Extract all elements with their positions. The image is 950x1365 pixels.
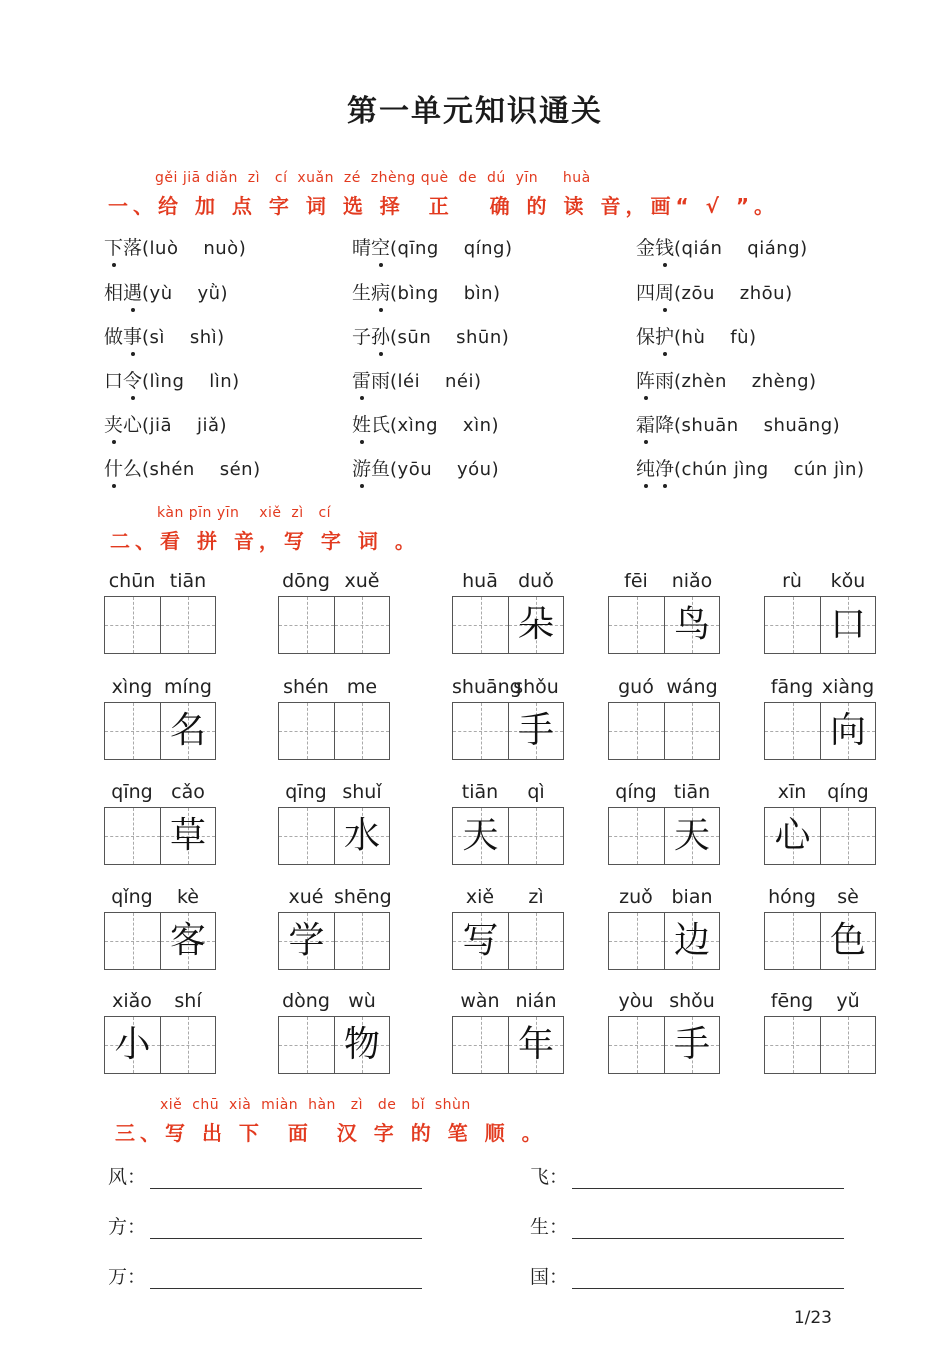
write-box[interactable] <box>160 1017 215 1073</box>
write-box[interactable] <box>105 913 160 969</box>
pronunciation-item[interactable] <box>636 454 865 481</box>
word-char: 钱 <box>655 233 674 260</box>
pinyin-row <box>104 781 216 807</box>
tianzi-grid <box>452 1016 564 1074</box>
pinyin-row <box>278 676 390 702</box>
write-box[interactable] <box>279 913 334 969</box>
word-char: 相 <box>104 282 124 304</box>
pinyin-syllable: cǎo <box>171 781 205 803</box>
word-char: 遇 <box>123 278 142 305</box>
word-char: 么 <box>123 458 143 480</box>
pinyin-options: (chún jìng cún jìn) <box>674 459 865 480</box>
tianzi-grid <box>608 702 720 760</box>
tianzi-grid <box>764 1016 876 1074</box>
pinyin-syllable: qíng <box>615 781 657 803</box>
write-box[interactable] <box>664 913 719 969</box>
given-char: 草 <box>169 815 206 856</box>
pinyin-syllable: qīng <box>111 781 153 803</box>
given-char: 手 <box>517 710 554 751</box>
tianzi-grid <box>608 912 720 970</box>
pinyin-syllable: duǒ <box>518 570 554 592</box>
given-char: 客 <box>169 920 206 961</box>
pinyin-row <box>104 676 216 702</box>
pinyin-write-cell <box>104 781 216 865</box>
stroke-char-label: 生： <box>530 1216 569 1238</box>
word-char: 降 <box>655 414 675 436</box>
write-box[interactable] <box>279 703 334 759</box>
pinyin-row <box>764 990 876 1016</box>
write-box[interactable] <box>609 597 664 653</box>
pronunciation-item[interactable] <box>104 233 246 260</box>
tianzi-grid <box>452 702 564 760</box>
tianzi-grid <box>608 807 720 865</box>
pinyin-syllable: qīng <box>285 781 327 803</box>
pinyin-syllable: huā <box>462 570 498 592</box>
word-char: 阵 <box>636 366 655 393</box>
pinyin-syllable: shuāng <box>452 676 522 698</box>
word-char: 什 <box>104 454 123 481</box>
answer-line[interactable] <box>572 1168 844 1189</box>
pinyin-syllable: míng <box>164 676 212 698</box>
given-char: 天 <box>673 815 710 856</box>
write-box[interactable] <box>453 808 508 864</box>
pinyin-write-cell <box>104 990 216 1074</box>
pinyin-options: (xìng xìn) <box>390 415 500 436</box>
pinyin-row <box>608 676 720 702</box>
pinyin-row <box>764 781 876 807</box>
tianzi-grid <box>104 596 216 654</box>
write-box[interactable] <box>105 703 160 759</box>
write-box[interactable] <box>453 703 508 759</box>
given-char: 物 <box>343 1024 380 1065</box>
stroke-char-label: 国： <box>530 1266 569 1288</box>
pinyin-write-cell <box>764 990 876 1074</box>
pinyin-row <box>608 990 720 1016</box>
word-char: 生 <box>352 282 372 304</box>
write-box[interactable] <box>105 808 160 864</box>
pinyin-syllable: wàn <box>460 990 500 1012</box>
pronunciation-item[interactable] <box>636 410 840 437</box>
pinyin-syllable: xīn <box>777 781 807 803</box>
write-box[interactable] <box>160 597 215 653</box>
write-box[interactable] <box>820 808 875 864</box>
pinyin-write-cell <box>104 676 216 760</box>
word-char: 落 <box>123 237 143 259</box>
write-box[interactable] <box>820 703 875 759</box>
tianzi-grid <box>104 912 216 970</box>
write-box[interactable] <box>334 808 389 864</box>
word-char: 周 <box>655 278 674 305</box>
pinyin-syllable: niǎo <box>671 570 713 592</box>
write-box[interactable] <box>453 597 508 653</box>
pinyin-syllable: kǒu <box>830 570 866 592</box>
write-box[interactable] <box>609 808 664 864</box>
write-box[interactable] <box>334 597 389 653</box>
write-box[interactable] <box>664 808 719 864</box>
pronunciation-item[interactable] <box>104 366 240 393</box>
tianzi-grid <box>278 912 390 970</box>
pinyin-syllable: wù <box>348 990 376 1012</box>
word-char: 姓 <box>352 410 371 437</box>
pinyin-options: (sì shì) <box>142 327 225 348</box>
write-box[interactable] <box>105 1017 160 1073</box>
pinyin-syllable: hóng <box>768 886 816 908</box>
pinyin-syllable: dōng <box>282 570 330 592</box>
pinyin-options: (lìng lìn) <box>142 371 240 392</box>
write-box[interactable] <box>765 913 820 969</box>
pinyin-write-cell <box>278 990 390 1074</box>
word-char: 雨 <box>371 370 391 392</box>
word-char: 口 <box>104 370 124 392</box>
pinyin-syllable: fēi <box>624 570 648 592</box>
answer-line[interactable] <box>572 1268 844 1289</box>
write-box[interactable] <box>334 703 389 759</box>
pronunciation-item[interactable] <box>636 322 757 349</box>
section3-heading: 三、写 出 下 面 汉 字 的 笔 顺 。 <box>115 1121 547 1145</box>
pinyin-write-cell <box>452 676 564 760</box>
pinyin-write-cell <box>452 886 564 970</box>
given-char: 口 <box>829 604 866 645</box>
pinyin-options: (yù yǜ) <box>142 283 229 304</box>
given-char: 小 <box>114 1024 151 1065</box>
pinyin-syllable: rù <box>782 570 802 592</box>
pinyin-syllable: tiān <box>461 781 499 803</box>
pinyin-row <box>608 570 720 596</box>
pronunciation-item[interactable] <box>104 410 227 437</box>
answer-line[interactable] <box>572 1218 844 1239</box>
word-char: 空 <box>371 233 390 260</box>
word-char: 氏 <box>371 414 391 436</box>
pronunciation-item[interactable] <box>104 322 225 349</box>
stroke-char-label: 飞： <box>530 1166 569 1188</box>
word-char: 做 <box>104 326 124 348</box>
pinyin-row <box>452 990 564 1016</box>
pinyin-write-cell <box>278 676 390 760</box>
write-box[interactable] <box>765 597 820 653</box>
stroke-order-item <box>108 1262 422 1289</box>
pinyin-write-cell <box>452 781 564 865</box>
pinyin-syllable: xiàng <box>821 676 875 698</box>
word-char: 子 <box>352 326 372 348</box>
word-char: 金 <box>636 237 656 259</box>
pinyin-options: (luò nuò) <box>142 238 247 259</box>
tianzi-grid <box>764 912 876 970</box>
stroke-order-item <box>530 1162 844 1189</box>
word-char: 夹 <box>104 410 123 437</box>
write-box[interactable] <box>609 703 664 759</box>
given-char: 心 <box>774 815 811 856</box>
pinyin-options: (shuān shuāng) <box>674 415 841 436</box>
pinyin-syllable: kè <box>176 886 199 908</box>
word-char: 护 <box>655 322 674 349</box>
pinyin-row <box>764 570 876 596</box>
pinyin-write-cell <box>104 886 216 970</box>
stroke-order-item <box>530 1212 844 1239</box>
write-box[interactable] <box>765 1017 820 1073</box>
pinyin-row <box>608 781 720 807</box>
answer-line[interactable] <box>150 1168 422 1189</box>
write-box[interactable] <box>508 913 563 969</box>
pronunciation-item[interactable] <box>104 454 261 481</box>
pinyin-syllable: shí <box>174 990 202 1012</box>
write-box[interactable] <box>160 913 215 969</box>
tianzi-grid <box>764 702 876 760</box>
write-box[interactable] <box>105 597 160 653</box>
pinyin-syllable: zì <box>528 886 544 908</box>
pronunciation-item[interactable] <box>352 454 499 481</box>
write-box[interactable] <box>160 808 215 864</box>
pinyin-syllable: xiǎo <box>112 990 152 1012</box>
pinyin-syllable: qíng <box>827 781 869 803</box>
pinyin-options: (shén sén) <box>142 459 261 480</box>
write-box[interactable] <box>765 703 820 759</box>
tianzi-grid <box>278 596 390 654</box>
pinyin-row <box>452 570 564 596</box>
write-box[interactable] <box>820 597 875 653</box>
stroke-order-item <box>108 1162 422 1189</box>
pinyin-syllable: shén <box>283 676 329 698</box>
write-box[interactable] <box>160 703 215 759</box>
pronunciation-item[interactable] <box>352 278 501 305</box>
pinyin-syllable: tiān <box>169 570 207 592</box>
pinyin-row <box>104 886 216 912</box>
tianzi-grid <box>608 596 720 654</box>
write-box[interactable] <box>664 1017 719 1073</box>
pinyin-options: (sūn shūn) <box>390 327 510 348</box>
word-char: 下 <box>104 233 123 260</box>
pinyin-row <box>104 990 216 1016</box>
write-box[interactable] <box>279 597 334 653</box>
word-char: 事 <box>123 322 142 349</box>
given-char: 学 <box>288 920 325 961</box>
pinyin-syllable: me <box>346 676 378 698</box>
pinyin-syllable: xuě <box>344 570 380 592</box>
pinyin-syllable: nián <box>515 990 557 1012</box>
given-char: 边 <box>673 920 710 961</box>
tianzi-grid <box>608 1016 720 1074</box>
pinyin-syllable: qì <box>527 781 545 803</box>
pinyin-row <box>608 886 720 912</box>
stroke-char-label: 风： <box>108 1166 147 1188</box>
pinyin-syllable: fēng <box>770 990 814 1012</box>
pinyin-syllable: shǒu <box>513 676 559 698</box>
pinyin-syllable: fāng <box>770 676 814 698</box>
write-box[interactable] <box>334 1017 389 1073</box>
write-box[interactable] <box>820 913 875 969</box>
pinyin-row <box>452 676 564 702</box>
section3-pinyin: xiě chū xià miàn hàn zì de bǐ shùn <box>160 1097 471 1113</box>
section2-heading: 二、看 拼 音，写 字 词 。 <box>110 529 420 553</box>
word-char: 保 <box>636 326 656 348</box>
pinyin-write-cell <box>764 570 876 654</box>
word-char: 心 <box>123 414 143 436</box>
write-box[interactable] <box>609 1017 664 1073</box>
write-box[interactable] <box>609 913 664 969</box>
stroke-order-item <box>108 1212 422 1239</box>
given-char: 手 <box>673 1024 710 1065</box>
pinyin-options: (qīng qíng) <box>390 238 513 259</box>
pinyin-syllable: tiān <box>673 781 711 803</box>
pinyin-row <box>278 781 390 807</box>
stroke-order-item <box>530 1262 844 1289</box>
tianzi-grid <box>104 702 216 760</box>
pinyin-write-cell <box>452 990 564 1074</box>
pinyin-syllable: xué <box>288 886 324 908</box>
pinyin-row <box>452 886 564 912</box>
pinyin-options: (jiā jiǎ) <box>142 415 228 436</box>
pinyin-row <box>452 781 564 807</box>
pinyin-options: (zhèn zhèng) <box>674 371 817 392</box>
pinyin-row <box>104 570 216 596</box>
pinyin-write-cell <box>452 570 564 654</box>
word-char: 鱼 <box>371 458 391 480</box>
write-box[interactable] <box>453 1017 508 1073</box>
pinyin-row <box>764 676 876 702</box>
pinyin-write-cell <box>278 570 390 654</box>
tianzi-grid <box>452 912 564 970</box>
pinyin-options: (léi néi) <box>390 371 482 392</box>
pinyin-syllable: shǒu <box>669 990 715 1012</box>
write-box[interactable] <box>820 1017 875 1073</box>
given-char: 鸟 <box>673 604 710 645</box>
section2-pinyin: kàn pīn yīn xiě zì cí <box>157 505 332 521</box>
word-char: 四 <box>636 282 656 304</box>
pinyin-options: (zōu zhōu) <box>674 283 793 304</box>
stroke-char-label: 方： <box>108 1216 147 1238</box>
pinyin-write-cell <box>764 886 876 970</box>
given-char: 向 <box>829 710 866 751</box>
word-char: 净 <box>655 454 674 481</box>
write-box[interactable] <box>765 808 820 864</box>
tianzi-grid <box>764 596 876 654</box>
pinyin-syllable: zuǒ <box>619 886 653 908</box>
word-char: 孙 <box>371 322 390 349</box>
answer-line[interactable] <box>150 1218 422 1239</box>
word-char: 霜 <box>636 410 655 437</box>
pinyin-write-cell <box>608 781 720 865</box>
write-box[interactable] <box>664 703 719 759</box>
word-char: 游 <box>352 454 371 481</box>
given-char: 水 <box>343 815 380 856</box>
given-char: 天 <box>462 815 499 856</box>
pinyin-syllable: yòu <box>618 990 654 1012</box>
pinyin-syllable: qǐng <box>111 886 153 908</box>
word-char: 晴 <box>352 237 372 259</box>
pinyin-row <box>278 990 390 1016</box>
pinyin-row <box>764 886 876 912</box>
pronunciation-item[interactable] <box>352 322 509 349</box>
pinyin-options: (qián qiáng) <box>674 238 808 259</box>
write-box[interactable] <box>508 808 563 864</box>
given-char: 年 <box>517 1024 554 1065</box>
pronunciation-item[interactable] <box>636 233 808 260</box>
pinyin-write-cell <box>608 676 720 760</box>
write-box[interactable] <box>508 1017 563 1073</box>
word-char: 病 <box>371 278 390 305</box>
pinyin-write-cell <box>104 570 216 654</box>
pinyin-write-cell <box>764 676 876 760</box>
page-title: 第一单元知识通关 <box>347 94 603 129</box>
section1-pinyin: gěi jiā diǎn zì cí xuǎn zé zhèng què de dú yīn huà <box>155 170 591 186</box>
write-box[interactable] <box>279 808 334 864</box>
pinyin-syllable: dòng <box>282 990 330 1012</box>
pinyin-write-cell <box>764 781 876 865</box>
tianzi-grid <box>104 807 216 865</box>
pronunciation-item[interactable] <box>636 278 793 305</box>
given-char: 名 <box>169 710 206 751</box>
word-char: 令 <box>123 366 142 393</box>
pinyin-row <box>278 570 390 596</box>
pinyin-syllable: guó <box>618 676 654 698</box>
pinyin-write-cell <box>278 886 390 970</box>
pinyin-syllable: xìng <box>111 676 153 698</box>
section1-heading: 一、给 加 点 字 词 选 择 正 确 的 读 音，画“ √ ”。 <box>108 194 780 218</box>
pinyin-options: (hù fù) <box>674 327 757 348</box>
pinyin-write-cell <box>608 886 720 970</box>
word-char: 纯 <box>636 454 655 481</box>
page-number: 1/23 <box>793 1308 832 1328</box>
word-char: 雨 <box>655 370 675 392</box>
pronunciation-item[interactable] <box>104 278 228 305</box>
pinyin-syllable: shēng <box>334 886 392 908</box>
pronunciation-item[interactable] <box>352 233 512 260</box>
pinyin-options: (yōu yóu) <box>390 459 500 480</box>
pronunciation-item[interactable] <box>352 410 499 437</box>
pinyin-write-cell <box>608 990 720 1074</box>
pinyin-syllable: chūn <box>108 570 156 592</box>
tianzi-grid <box>278 1016 390 1074</box>
tianzi-grid <box>278 807 390 865</box>
pronunciation-item[interactable] <box>636 366 817 393</box>
write-box[interactable] <box>508 703 563 759</box>
write-box[interactable] <box>279 1017 334 1073</box>
pinyin-syllable: sè <box>837 886 859 908</box>
write-box[interactable] <box>334 913 389 969</box>
tianzi-grid <box>452 596 564 654</box>
pinyin-syllable: shuǐ <box>342 781 382 803</box>
given-char: 朵 <box>517 604 554 645</box>
pinyin-syllable: yǔ <box>836 990 860 1012</box>
pinyin-syllable: xiě <box>465 886 495 908</box>
pinyin-write-cell <box>278 781 390 865</box>
given-char: 写 <box>462 920 499 961</box>
write-box[interactable] <box>664 597 719 653</box>
tianzi-grid <box>764 807 876 865</box>
pronunciation-item[interactable] <box>352 366 482 393</box>
tianzi-grid <box>278 702 390 760</box>
pinyin-syllable: wáng <box>666 676 718 698</box>
write-box[interactable] <box>508 597 563 653</box>
pinyin-options: (bìng bìn) <box>390 283 501 304</box>
stroke-char-label: 万： <box>108 1266 147 1288</box>
pinyin-write-cell <box>608 570 720 654</box>
pinyin-syllable: bian <box>671 886 713 908</box>
pinyin-row <box>278 886 390 912</box>
tianzi-grid <box>452 807 564 865</box>
word-char: 雷 <box>352 366 371 393</box>
answer-line[interactable] <box>150 1268 422 1289</box>
given-char: 色 <box>829 920 866 961</box>
write-box[interactable] <box>453 913 508 969</box>
tianzi-grid <box>104 1016 216 1074</box>
